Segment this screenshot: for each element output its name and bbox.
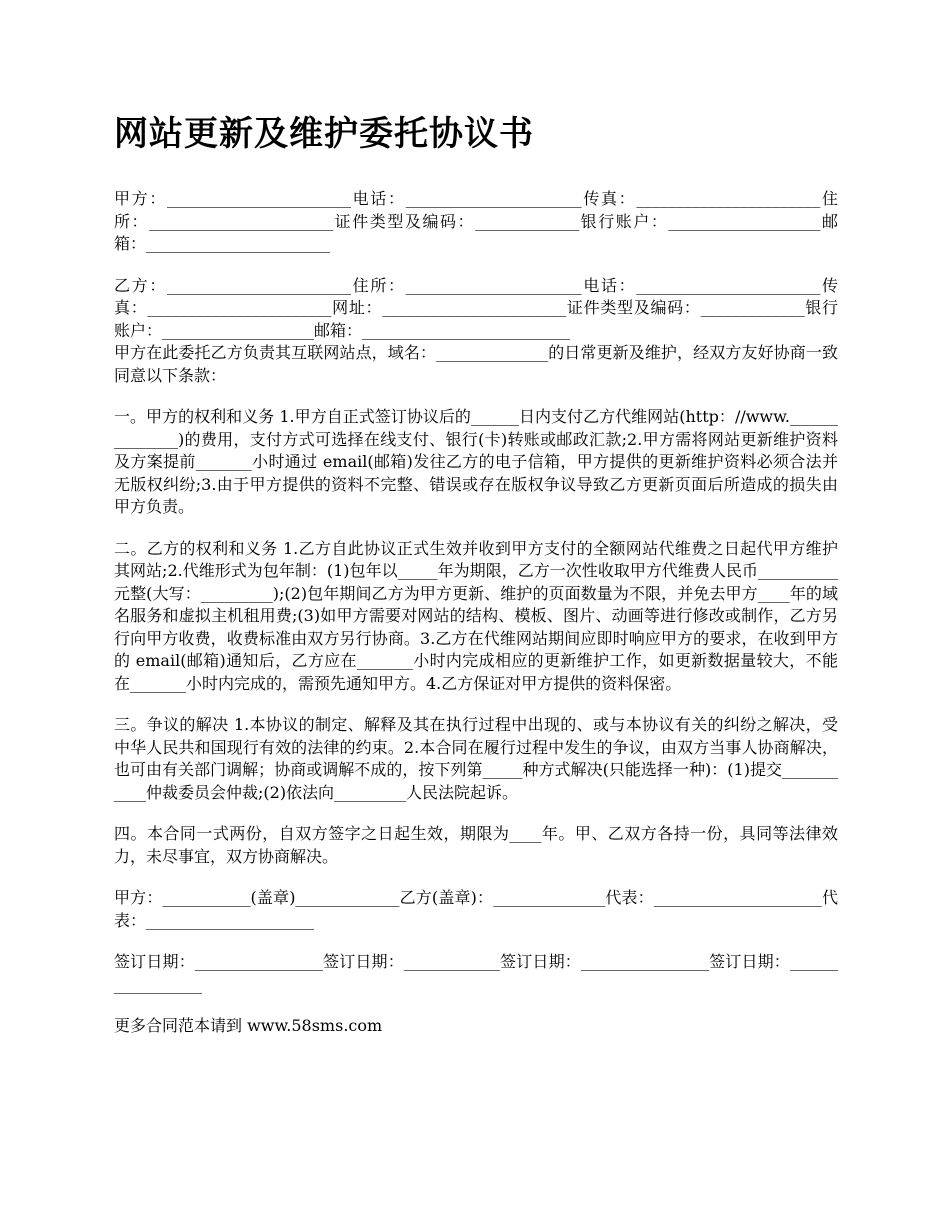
clause-3: 三。争议的解决 1.本协议的制定、解释及其在执行过程中出现的、或与本协议有关的纠纷之解决，受中华人民共和国现行有效的法律的约束。2.本合同在履行过程中发生的争议，由双方当事人协商解决，也可由有关部门调解；协商或调解不成的，按下列第_____种方式解决(只能选择一种)：(1)提交___________仲裁委员会仲裁;(2)依法向_________人民法院起诉。 bbox=[114, 715, 838, 802]
clause-4: 四。本合同一式两份，自双方签字之日起生效，期限为____年。甲、乙双方各持一份，具同等法律效力，未尽事宜，双方协商解决。 bbox=[114, 824, 838, 866]
document-page bbox=[114, 110, 838, 1057]
clause-1: 一。甲方的权利和义务 1.甲方自正式签订协议后的______日内支付乙方代维网站(http：//www.______________)的费用，支付方式可选择在线支付、银行(卡)转账或邮政汇款;2.甲方需将网站更新维护资料及方案提前_______小时通过 email(邮箱)发往乙方的电子信箱，甲方提供的更新维护资料必须合法并无版权纠纷;3.由于甲方提供的资料不完整、错误或存在版权争议导致乙方更新页面后所造成的损失由甲方负责。 bbox=[114, 407, 838, 516]
sign-dates: 签订日期：________________签订日期：____________签订日期：________________签订日期：_________________ bbox=[114, 952, 838, 994]
document-title: 网站更新及维护委托协议书 bbox=[114, 114, 534, 154]
party-b-info: 乙方：_______________________住所：______________________电话：_______________________传真：_______________________网址：_______________________证件类型及编码：_____________银行账户：___________________邮箱：__________________________ bbox=[114, 275, 838, 340]
intro-paragraph: 甲方在此委托乙方负责其互联网站点，域名：______________的日常更新及维护，经双方友好协商一致同意以下条款： bbox=[114, 343, 838, 385]
footer-note: 更多合同范本请到 www.58sms.com bbox=[114, 1016, 383, 1035]
signature-block: 甲方：___________(盖章)_____________乙方(盖章)：______________代表：_____________________代表：_____________________ bbox=[114, 888, 838, 930]
party-a-info: 甲方：_______________________电话：______________________传真：_______________________住所：_______________________证件类型及编码：_____________银行账户：___________________邮箱：_______________________ bbox=[114, 189, 838, 253]
clause-2: 二。乙方的权利和义务 1.乙方自此协议正式生效并收到甲方支付的全额网站代维费之日起代甲方维护其网站;2.代维形式为包年制：(1)包年以_____年为期限，乙方一次性收取甲方代维费人民币__________元整(大写：_________);(2)包年期间乙方为甲方更新、维护的页面数量为不限，并免去甲方____年的域名服务和虚拟主机租用费;(3)如甲方需要对网站的结构、模板、图片、动画等进行修改或制作，乙方另行向甲方收费，收费标准由双方另行协商。3.乙方在代维网站期间应即时响应甲方的要求，在收到甲方的 email(邮箱)通知后，乙方应在_______小时内完成相应的更新维护工作，如更新数据量较大，不能在_______小时内完成的，需预先通知甲方。4.乙方保证对甲方提供的资料保密。 bbox=[114, 538, 838, 693]
